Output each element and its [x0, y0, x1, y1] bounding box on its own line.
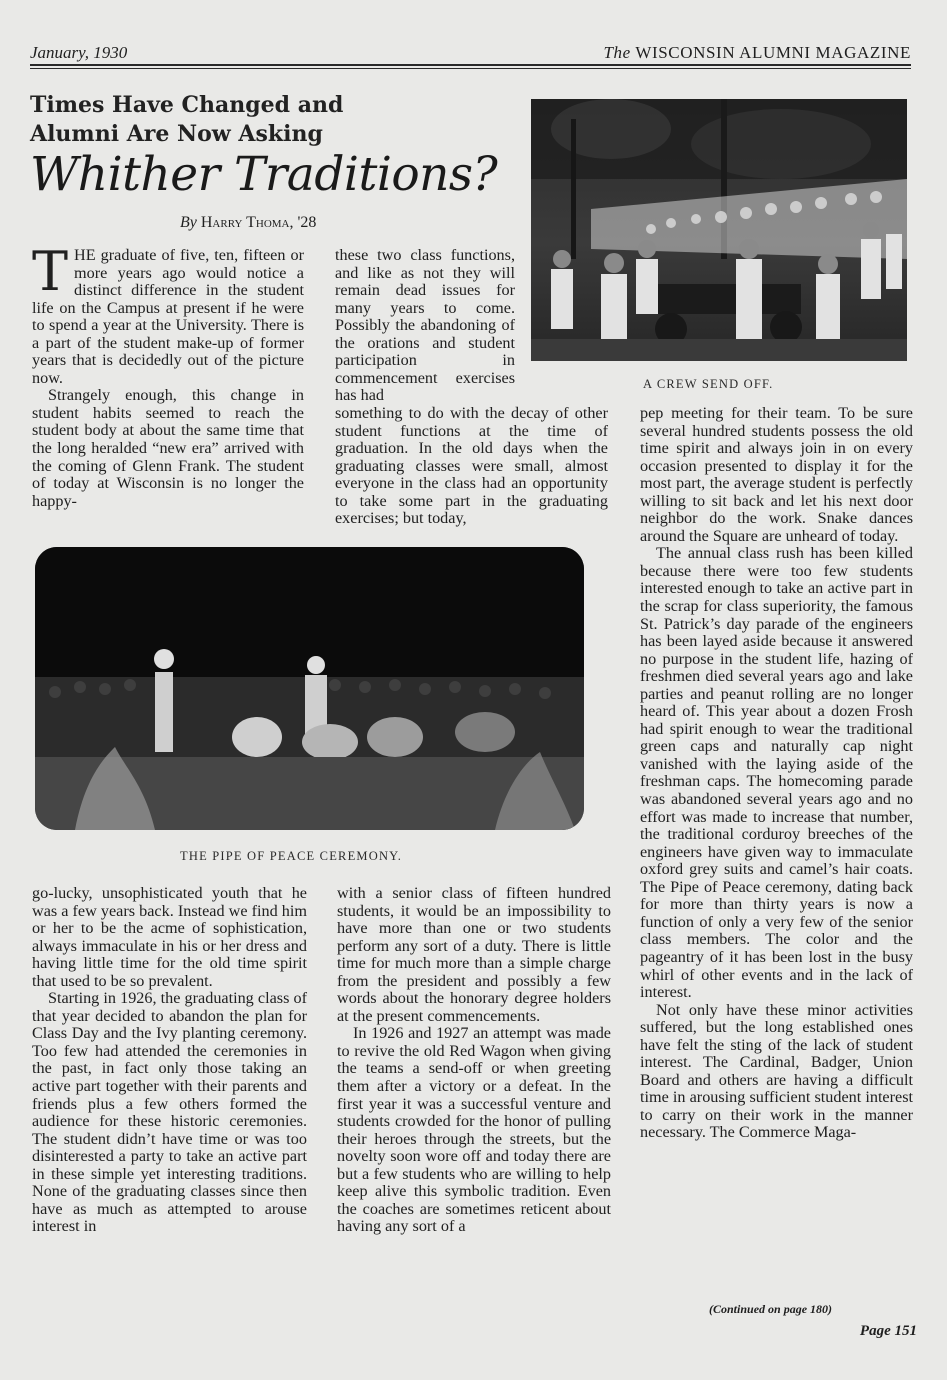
column-2-bottom — [337, 885, 611, 1236]
header-rule — [30, 64, 911, 66]
kicker-line-1: Times Have Changed and — [30, 92, 344, 118]
column-2-top-narrow — [335, 247, 515, 405]
paragraph: The annual class rush has been killed because there were too few students interested enough to take an active part in the scrap for class superiority, the famous St. Patrick’s day parade of the engineers has been layed aside because it answered no purpose in the student life, hazing of freshmen died several years ago and lake parties and peanut rolling are no longer heard of. This year about a dozen Frosh had spirit enough to wear the traditional green caps and naturally cap night vanished with the laying aside of the freshman caps. The homecoming parade was abandoned several years ago and no effort was made to increase that number, the traditional corduroy breeches of the engineers have given way to immaculate oxford grey suits and camel’s hair coats. The Pipe of Peace ceremony, dating back for more than thirty years is now a function of only a very few of the senior class members. The color and the pageantry of it has been lost in the busy whirl of other events and in the lack of interest. — [640, 544, 913, 1002]
paragraph: In 1926 and 1927 an attempt was made to revive the old Red Wagon when giving the teams a send-off or when greeting them after a victory or a defeat. In the first year it was a successful venture and students crowded for the honor of pulling their heroes through the streets, but the novelty soon wore off and today there are but a few students who are willing to help keep alive this symbolic tradition. Even the coaches are sometimes reticent about having any sort of a — [337, 1024, 611, 1236]
paragraph: go-lucky, unsophisticated youth that he was a few years back. Instead we find him or her to be the acme of sophistication, always immaculate in his or her dress and having little time for the old time spirit that used to be so prevalent. — [32, 884, 307, 990]
paragraph — [32, 240, 304, 387]
column-1-top — [32, 240, 304, 510]
paragraph: Strangely enough, this change in student habits seemed to reach the student body at about the same time that the long heralded “new era” arrived with the coming of Glenn Frank. The student of today at Wisconsin is no longer the happy- — [32, 386, 304, 510]
paragraph: Starting in 1926, the graduating class of that year decided to abandon the plan for Class Day and the Ivy planting ceremony. Too few had attended the ceremonies in the past, in fact only those taking an active part together with their parents and friends plus a few others formed the audience for these historic ceremonies. The student didn’t have time or was too disinterested a party to take an active part in these simple yet interesting traditions. None of the graduating classes since then have as much as attempted to arouse interest in — [32, 989, 307, 1236]
drop-cap: T — [32, 240, 69, 303]
magazine-title — [603, 43, 911, 63]
byline-by: By — [180, 214, 197, 231]
continued-note: (Continued on page 180) — [709, 1302, 833, 1316]
page-number: Page 151 — [859, 1323, 917, 1339]
magazine-name: WISCONSIN ALUMNI MAGAZINE — [635, 43, 911, 62]
article-kicker — [30, 91, 360, 149]
byline-year: , '28 — [289, 214, 317, 231]
column-3 — [640, 405, 913, 1142]
paragraph: something to do with the decay of other student functions at the time of graduation. In the old days when the graduating classes were small, almost everyone in the class had an opportunity to take some part in the graduating exercises; but today, — [335, 404, 608, 528]
crew-photo-caption: A CREW SEND OFF. — [643, 377, 774, 391]
paragraph-text: HE graduate of five, ten, fifteen or more years ago would notice a distinct difference in the student life on the Campus at present if he were to spend a year at the University. There is a part of the student make-up of former years that is decidedly out of the picture now. — [32, 246, 304, 387]
crew-send-off-photo — [531, 99, 907, 361]
paragraph: pep meeting for their team. To be sure several hundred students possess the old time spirit and always join in on every occasion presented to display it for the most part, the average student is perfectly willing to sit back and let his next door neighbor do the work. Snake dances around the Square are unheard of today. — [640, 404, 913, 545]
magazine-prefix: The — [603, 43, 631, 62]
paragraph: with a senior class of fifteen hundred students, it would be an impossibility to have more than one or two students perform any sort of a duty. There is little time for much more than a simple charge from the president and possibly a few words about the honorary degree holders at the present commencements. — [337, 884, 611, 1025]
pipe-photo-caption: THE PIPE OF PEACE CEREMONY. — [180, 849, 403, 863]
column-1-bottom — [32, 885, 307, 1236]
pipe-of-peace-photo — [35, 547, 584, 830]
kicker-line-2: Alumni Are Now Asking — [30, 121, 323, 147]
article-headline: Whither Traditions? — [30, 147, 498, 202]
byline — [180, 214, 316, 232]
issue-date: January, 1930 — [30, 43, 128, 62]
column-2-top-wide — [335, 405, 608, 528]
paragraph: these two class functions, and like as not they will remain dead issues for many years to come. Possibly the abandoning of the orations and student participation in commencement exercises has had — [335, 246, 515, 405]
header-rule-thin — [30, 68, 911, 69]
byline-author: Harry Thoma — [200, 214, 290, 231]
paragraph: Not only have these minor activities suffered, but the long established ones have felt the sting of the lack of student interest. The Cardinal, Badger, Union Board and others are having a difficult time in arousing sufficient student interest to carry on their work in the manner necessary. The Commerce Maga- — [640, 1000, 913, 1142]
